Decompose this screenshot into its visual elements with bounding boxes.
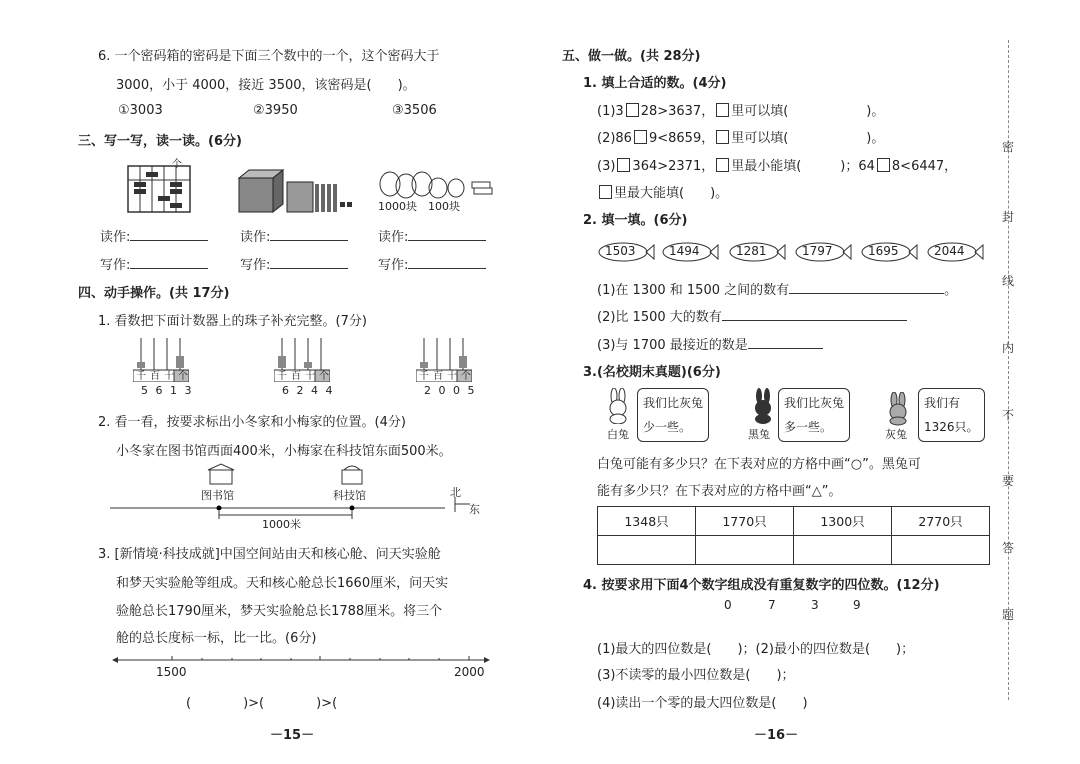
s4-q3-line1: 3. [新情境·科技成就]中国空间站由天和核心舱、问天实验舱 bbox=[98, 547, 441, 562]
s5-q4-a: (1)最大的四位数是( )；(2)最小的四位数是( )； bbox=[597, 642, 915, 657]
s5-q1-c-line2: 里最大能填( )。 bbox=[597, 182, 728, 201]
margin-char: 密 bbox=[1002, 140, 1015, 154]
abacus-image bbox=[126, 164, 192, 214]
counter-2-labels: 千百十个 bbox=[277, 371, 333, 382]
fish-5: 1695 bbox=[860, 241, 918, 263]
science-label: 科技馆 bbox=[333, 489, 366, 502]
north-label: 北 bbox=[450, 486, 461, 499]
fish-4: 1797 bbox=[794, 241, 852, 263]
margin-char: 封 bbox=[1002, 210, 1015, 224]
digit-card-3: 3 bbox=[811, 598, 819, 612]
digit-card-7: 7 bbox=[768, 598, 776, 612]
table-answer-cell[interactable] bbox=[598, 536, 696, 565]
margin-char: 答 bbox=[1002, 541, 1015, 555]
counter-3-labels: 千百十个 bbox=[419, 371, 475, 382]
s5-q1-a: (1)3 28>3637， 里可以填( )。 bbox=[597, 104, 885, 119]
s5-q1-c: (3) 364>2371， 里最小能填( )；64 8<6447， bbox=[597, 159, 958, 174]
distance-label: 1000米 bbox=[262, 518, 301, 531]
read-row-1: 读作: bbox=[100, 226, 208, 245]
s5-q3: 3.(名校期末真题)(6分) bbox=[583, 365, 721, 380]
gray-rabbit-bubble: 我们有 1326只。 bbox=[918, 388, 985, 442]
axis-end: 2000 bbox=[454, 665, 485, 679]
library-label: 图书馆 bbox=[201, 489, 234, 502]
section-4-title: 四、动手操作。(共 17分) bbox=[78, 286, 230, 301]
counter-1-value: 5 6 1 3 bbox=[141, 384, 194, 397]
s4-q3-line3: 验舱总长1790厘米，梦天实验舱总长1788厘米。将三个 bbox=[116, 604, 443, 619]
page-number-left: －15－ bbox=[270, 728, 315, 743]
blank-box-icon[interactable] bbox=[634, 130, 647, 144]
s5-q4: 4. 按要求用下面4个数字组成没有重复数字的四位数。(12分) bbox=[583, 578, 940, 593]
compare-blanks: ( )>( )>( bbox=[186, 696, 338, 711]
abacus-top-label: 个 bbox=[172, 159, 182, 170]
money-label-1000: 1000块 bbox=[378, 200, 417, 213]
blank-box-icon[interactable] bbox=[877, 158, 890, 172]
axis-start: 1500 bbox=[156, 665, 187, 679]
s4-q3-line4: 舱的总长度标一标，比一比。(6分) bbox=[116, 631, 317, 646]
q6-line1: 6. 一个密码箱的密码是下面三个数中的一个，这个密码大于 bbox=[98, 49, 440, 64]
blank-box-icon[interactable] bbox=[626, 103, 639, 117]
write-row-3: 写作: bbox=[378, 254, 486, 273]
east-label: 东 bbox=[469, 503, 480, 516]
page-number-right: －16－ bbox=[754, 728, 799, 743]
table-head-cell: 1348只 bbox=[598, 507, 696, 536]
blocks-image bbox=[237, 168, 357, 216]
s5-q2: 2. 填一填。(6分) bbox=[583, 213, 688, 228]
margin-char: 要 bbox=[1002, 474, 1015, 488]
write-row-2: 写作: bbox=[240, 254, 348, 273]
blank-box-icon[interactable] bbox=[617, 158, 630, 172]
q6-option-2: ②3950 bbox=[253, 103, 298, 118]
s5-q2-c: (3)与 1700 最接近的数是 bbox=[597, 334, 823, 353]
read-row-2: 读作: bbox=[240, 226, 348, 245]
margin-char: 内 bbox=[1002, 341, 1015, 355]
margin-char: 线 bbox=[1002, 274, 1015, 288]
s5-q1-b: (2)86 9<8659， 里可以填( )。 bbox=[597, 131, 885, 146]
s5-q3-desc1: 白兔可能有多少只？在下表对应的方格中画“○”。黑兔可 bbox=[597, 457, 921, 472]
section-5-title: 五、做一做。(共 28分) bbox=[562, 49, 701, 64]
fish-2: 1494 bbox=[661, 241, 719, 263]
blank-box-icon[interactable] bbox=[716, 158, 729, 172]
table-answer-cell[interactable] bbox=[892, 536, 990, 565]
s4-q1: 1. 看数把下面计数器上的珠子补充完整。(7分) bbox=[98, 314, 367, 329]
table-head-cell: 1770只 bbox=[696, 507, 794, 536]
rabbit-table bbox=[597, 506, 990, 565]
black-rabbit-label: 黑兔 bbox=[748, 428, 770, 441]
s5-q2-b: (2)比 1500 大的数有 bbox=[597, 306, 907, 325]
white-rabbit-bubble: 我们比灰兔 少一些。 bbox=[637, 388, 709, 442]
fish-6: 2044 bbox=[926, 241, 984, 263]
black-rabbit-icon bbox=[749, 388, 779, 424]
s5-q4-c: (4)读出一个零的最大四位数是( ) bbox=[597, 696, 808, 711]
table-answer-cell[interactable] bbox=[794, 536, 892, 565]
margin-char: 不 bbox=[1002, 408, 1015, 422]
q6-option-3: ③3506 bbox=[392, 103, 437, 118]
digit-card-9: 9 bbox=[853, 598, 861, 612]
digit-card-0: 0 bbox=[724, 598, 732, 612]
money-bags-image bbox=[376, 160, 496, 200]
gray-rabbit-icon bbox=[884, 392, 914, 426]
s5-q3-desc2: 能有多少只？在下表对应的方格中画“△”。 bbox=[597, 484, 842, 499]
table-head-cell: 2770只 bbox=[892, 507, 990, 536]
s4-q2-desc: 小冬家在图书馆西面400米，小梅家在科技馆东面500米。 bbox=[116, 444, 452, 459]
write-row-1: 写作: bbox=[100, 254, 208, 273]
read-row-3: 读作: bbox=[378, 226, 486, 245]
white-rabbit-label: 白兔 bbox=[607, 428, 629, 441]
fish-3: 1281 bbox=[728, 241, 786, 263]
s4-q3-line2: 和梦天实验舱等组成。天和核心舱总长1660厘米，问天实 bbox=[116, 576, 449, 591]
blank-box-icon[interactable] bbox=[716, 103, 729, 117]
fish-1: 1503 bbox=[597, 241, 655, 263]
black-rabbit-bubble: 我们比灰兔 多一些。 bbox=[778, 388, 850, 442]
section-3-title: 三、写一写，读一读。(6分) bbox=[78, 134, 242, 149]
margin-char: 题 bbox=[1002, 608, 1015, 622]
table-answer-cell[interactable] bbox=[696, 536, 794, 565]
gray-rabbit-label: 灰兔 bbox=[885, 428, 907, 441]
blank-box-icon[interactable] bbox=[716, 130, 729, 144]
counter-2-value: 6 2 4 4 bbox=[282, 384, 335, 397]
s5-q2-a: (1)在 1300 和 1500 之间的数有 。 bbox=[597, 283, 958, 298]
s5-q1: 1. 填上合适的数。(4分) bbox=[583, 76, 727, 91]
counter-1-labels: 千百十个 bbox=[136, 371, 192, 382]
q6-line2: 3000，小于 4000，接近 3500，该密码是( )。 bbox=[116, 78, 416, 93]
blank-box-icon[interactable] bbox=[599, 185, 612, 199]
s5-q4-b: (3)不读零的最小四位数是( )； bbox=[597, 668, 795, 683]
white-rabbit-icon bbox=[604, 388, 634, 424]
table-head-cell: 1300只 bbox=[794, 507, 892, 536]
counter-3-value: 2 0 0 5 bbox=[424, 384, 477, 397]
s4-q2: 2. 看一看，按要求标出小冬家和小梅家的位置。(4分) bbox=[98, 415, 406, 430]
q6-option-1: ①3003 bbox=[118, 103, 163, 118]
money-label-100: 100块 bbox=[428, 200, 460, 213]
